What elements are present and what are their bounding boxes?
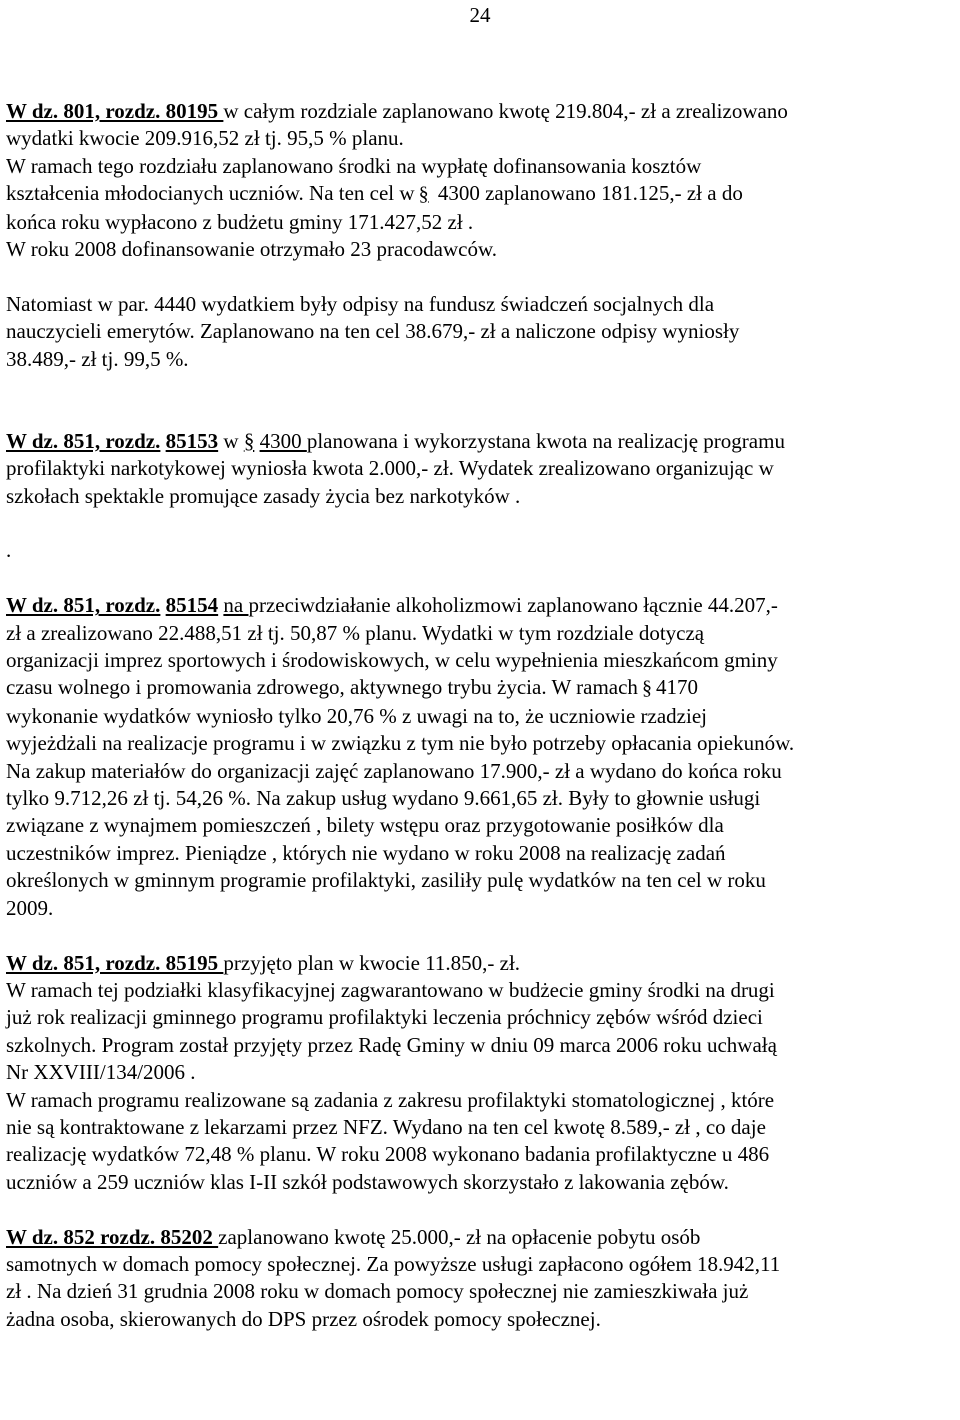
page-number: 24	[469, 3, 491, 27]
text-line: W dz. 851, rozdz. 85195 przyjęto plan w kwocie 11.850,- zł.	[6, 950, 521, 975]
text-line: W dz. 852 rozdz. 85202 zaplanowano kwotę 25.000,- zł na opłacenie pobytu osób	[6, 1224, 701, 1249]
text-line: już rok realizacji gminnego programu profilaktyki leczenia próchnicy zębów wśród dzieci	[6, 1005, 763, 1030]
text-line: W ramach tej podziałki klasyfikacyjnej zagwarantowano w budżecie gminy środki na drugi	[6, 977, 775, 1002]
blank-line	[6, 373, 956, 400]
section-80195	[6, 98, 956, 263]
paragraph-symbol: §	[641, 677, 652, 700]
section-85202	[6, 1224, 956, 1334]
blank-line	[6, 922, 956, 949]
text-line: samotnych w domach pomocy społecznej. Za powyższe usługi zapłacono ogółem 18.942,11	[6, 1251, 781, 1276]
text-line: 38.489,- zł tj. 99,5 %.	[6, 346, 189, 371]
section-4440	[6, 291, 956, 373]
section-85195	[6, 950, 956, 1197]
document-body	[6, 98, 956, 1333]
text-line: określonych w gminnym programie profilaktyki, zasiliły pulę wydatków na ten cel w roku	[6, 868, 766, 893]
section-85154	[6, 592, 956, 922]
text-line: W dz. 801, rozdz. 80195 w całym rozdziale zaplanowano kwotę 219.804,- zł a zrealizowano	[6, 99, 788, 123]
text-line: W dz. 851, rozdz. 85154 na przeciwdziałanie alkoholizmowi zaplanowano łącznie 44.207,-	[6, 593, 778, 618]
section-code: 85153	[165, 428, 219, 453]
text-line: związane z wynajmem pomieszczeń , bilety wstępu oraz przygotowanie posiłków dla	[6, 813, 724, 838]
text-line: wydatki kwocie 209.916,52 zł tj. 95,5 % planu.	[6, 126, 404, 151]
text-line: wyjeżdżali na realizacje programu i w związku z tym nie było potrzeby opłacania opiekunów.	[6, 731, 795, 756]
section-heading: W dz. 801, rozdz. 80195	[6, 99, 224, 123]
text-line: zł a zrealizowano 22.488,51 zł tj. 50,87 % planu. Wydatki w tym rozdziale dotyczą	[6, 620, 705, 645]
text-line: W ramach programu realizowane są zadania z zakresu profilaktyki stomatologicznej , które	[6, 1087, 775, 1112]
blank-line	[6, 263, 956, 290]
text-line: żadna osoba, skierowanych do DPS przez ośrodek pomocy społecznej.	[6, 1306, 601, 1331]
text-line: szkolnych. Program został przyjęty przez Radę Gminy w dniu 09 marca 2006 roku uchwałą	[6, 1032, 777, 1057]
text-line: wykonanie wydatków wyniosło tylko 20,76 % z uwagi na to, że uczniowie rzadziej	[6, 703, 707, 728]
blank-line	[6, 1196, 956, 1223]
text-line: kształcenia młodocianych uczniów. Na ten cel w § 4300 zaplanowano 181.125,- zł a do	[6, 181, 743, 206]
text-line: realizację wydatków 72,48 % planu. W roku 2008 wykonano badania profilaktyczne u 486	[6, 1142, 770, 1167]
text-line: tylko 9.712,26 zł tj. 54,26 %. Na zakup usług wydano 9.661,65 zł. Były to głownie usługi	[6, 786, 761, 811]
text-line: organizacji imprez sportowych i środowiskowych, w celu wypełnienia mieszkańcom gminy	[6, 648, 778, 673]
section-heading: W dz. 851, rozdz.	[6, 593, 161, 618]
text-line: Natomiast w par. 4440 wydatkiem były odpisy na fundusz świadczeń socjalnych dla	[6, 291, 715, 316]
text-line: uczniów a 259 uczniów klas I-II szkół podstawowych skorzystało z lakowania zębów.	[6, 1169, 729, 1194]
section-heading: W dz. 851, rozdz. 85195	[6, 950, 224, 975]
section-heading: W dz. 851, rozdz.	[6, 428, 161, 453]
text-line: profilaktyki narkotykowej wyniosła kwota 2.000,- zł. Wydatek zrealizowano organizując w	[6, 456, 774, 481]
text-line: Nr XXVIII/134/2006 .	[6, 1060, 196, 1085]
section-85153	[6, 428, 956, 510]
text-line: 2009.	[6, 895, 54, 920]
section-code: 85154	[165, 593, 219, 618]
text-line: końca roku wypłacono z budżetu gminy 171.427,52 zł .	[6, 209, 474, 234]
paragraph-symbol: §	[418, 183, 429, 206]
section-heading: W dz. 852 rozdz. 85202	[6, 1224, 219, 1249]
text-line: zł . Na dzień 31 grudnia 2008 roku w domach pomocy społecznej nie zamieszkiwała już	[6, 1279, 749, 1304]
blank-line	[6, 400, 956, 427]
blank-line	[6, 510, 956, 537]
paragraph-symbol: §	[243, 428, 255, 453]
text-line: W dz. 851, rozdz. 85153 w § 4300 planowana i wykorzystana kwota na realizację programu	[6, 428, 785, 453]
text-line: W ramach tego rozdziału zaplanowano środki na wypłatę dofinansowania kosztów	[6, 153, 702, 178]
text-line: uczestników imprez. Pieniądze , których nie wydano w roku 2008 na realizację zadań	[6, 840, 726, 865]
text-line: Na zakup materiałów do organizacji zajęć zaplanowano 17.900,- zł a wydano do końca roku	[6, 758, 782, 783]
text-line: nauczycieli emerytów. Zaplanowano na ten cel 38.679,- zł a naliczone odpisy wyniosły	[6, 319, 740, 344]
text-line: czasu wolnego i promowania zdrowego, aktywnego trybu życia. W ramach § 4170	[6, 675, 698, 700]
blank-line	[6, 565, 956, 592]
text-line: W roku 2008 dofinansowanie otrzymało 23 pracodawców.	[6, 237, 498, 262]
text-line: nie są kontraktowane z lekarzami przez NFZ. Wydano na ten cel kwotę 8.589,- zł , co daje	[6, 1114, 766, 1139]
stray-dot: .	[6, 538, 12, 563]
text-line: szkołach spektakle promujące zasady życia bez narkotyków .	[6, 483, 521, 508]
